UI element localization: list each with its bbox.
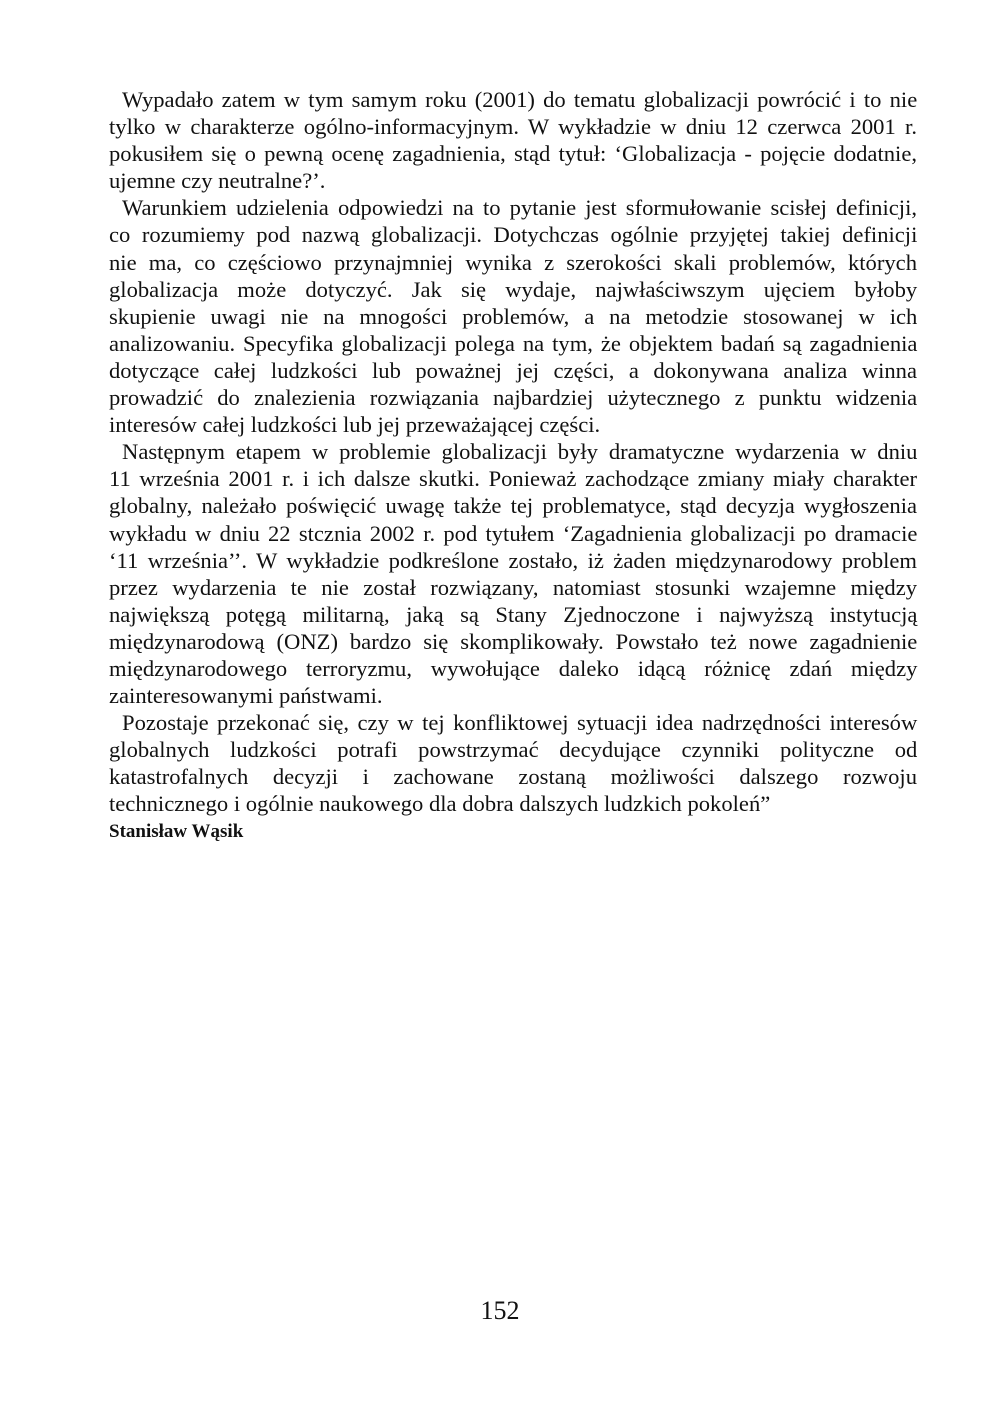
text-line: globalnych ludzkości potrafi powstrzymać decydujące czynniki polityczne od — [109, 737, 918, 763]
text-line: ujemne czy neutralne?’. — [109, 168, 326, 194]
text-line: pokusiłem się o pewną ocenę zagadnienia, stąd tytuł: ‘Globalizacja - pojęcie dodatnie, — [109, 141, 917, 167]
text-line: Warunkiem udzielenia odpowiedzi na to pytanie jest sformułowanie scisłej definicji, — [122, 195, 917, 221]
text-line: nie ma, co częściowo przynajmniej wynika z szerokości skali problemów, których — [109, 249, 917, 275]
text-line: międzynarodową (ONZ) bardzo się skomplikowały. Powstało też nowe zagadnienie — [109, 628, 918, 654]
text-line: co rozumiemy pod nazwą globalizacji. Dotychczas ogólnie przyjętej takiej definicji — [109, 222, 918, 248]
paragraph-2 — [109, 194, 917, 438]
page-number: 152 — [480, 1296, 520, 1325]
text-line: globalny, należało poświęcić uwagę także tej problematyce, stąd decyzja wygłoszenia — [109, 493, 917, 519]
text-line: Wypadało zatem w tym samym roku (2001) do tematu globalizacji powrócić i to nie — [122, 87, 918, 112]
text-line: tylko w charakterze ogólno-informacyjnym. W wykładzie w dniu 12 czerwca 2001 r. — [109, 114, 917, 140]
text-line: katastrofalnych decyzji i zachowane zostaną możliwości dalszego rozwoju — [109, 764, 917, 790]
text-line: największą potęgą militarną, jaką są Stany Zjednoczone i najwyższą instytucją — [109, 601, 918, 627]
text-line: globalizacja może dotyczyć. Jak się wydaje, najwłaściwszym ujęciem byłoby — [109, 276, 918, 302]
paragraph-1 — [109, 86, 917, 194]
text-line: technicznego i ogólnie naukowego dla dobra dalszych ludzkich pokoleń” — [109, 791, 771, 817]
text-line: przez wydarzenia te nie został rozwiązany, natomiast stosunki wzajemne między — [109, 574, 918, 600]
text-line: Pozostaje przekonać się, czy w tej konfliktowej sytuacji idea nadrzędności interesów — [122, 710, 918, 736]
text-line: Następnym etapem w problemie globalizacji były dramatyczne wydarzenia w dniu — [122, 439, 918, 465]
text-line: zainteresowanymi państwami. — [109, 683, 383, 709]
text-line: prowadzić do znalezienia rozwiązania najbardziej użytecznego z punktu widzenia — [109, 385, 918, 411]
text-line: ‘11 września’’. W wykładzie podkreślone zostało, iż żaden międzynarodowy problem — [109, 547, 917, 573]
text-line: dotyczące całej ludzkości lub poważnej jej części, a dokonywana analiza winna — [109, 357, 917, 383]
page-body — [109, 86, 917, 845]
text-line: 11 września 2001 r. i ich dalsze skutki. Ponieważ zachodzące zmiany miały charakter — [109, 466, 918, 492]
text-line: interesów całej ludzkości lub jej przeważającej części. — [109, 412, 601, 438]
paragraph-4 — [109, 709, 917, 817]
text-line: międzynarodowego terroryzmu, wywołujące daleko idącą różnicę zdań między — [109, 655, 918, 681]
author-signature: Stanisław Wąsik — [109, 820, 244, 842]
text-line: skupienie uwagi nie na mnogości problemów, a na metodzie stosowanej w ich — [109, 303, 918, 329]
paragraph-3 — [109, 438, 917, 709]
text-line: wykładu w dniu 22 stcznia 2002 r. pod tytułem ‘Zagadnienia globalizacji po dramacie — [109, 520, 918, 546]
text-line: analizowaniu. Specyfika globalizacji polega na tym, że objektem badań są zagadnienia — [109, 330, 918, 356]
